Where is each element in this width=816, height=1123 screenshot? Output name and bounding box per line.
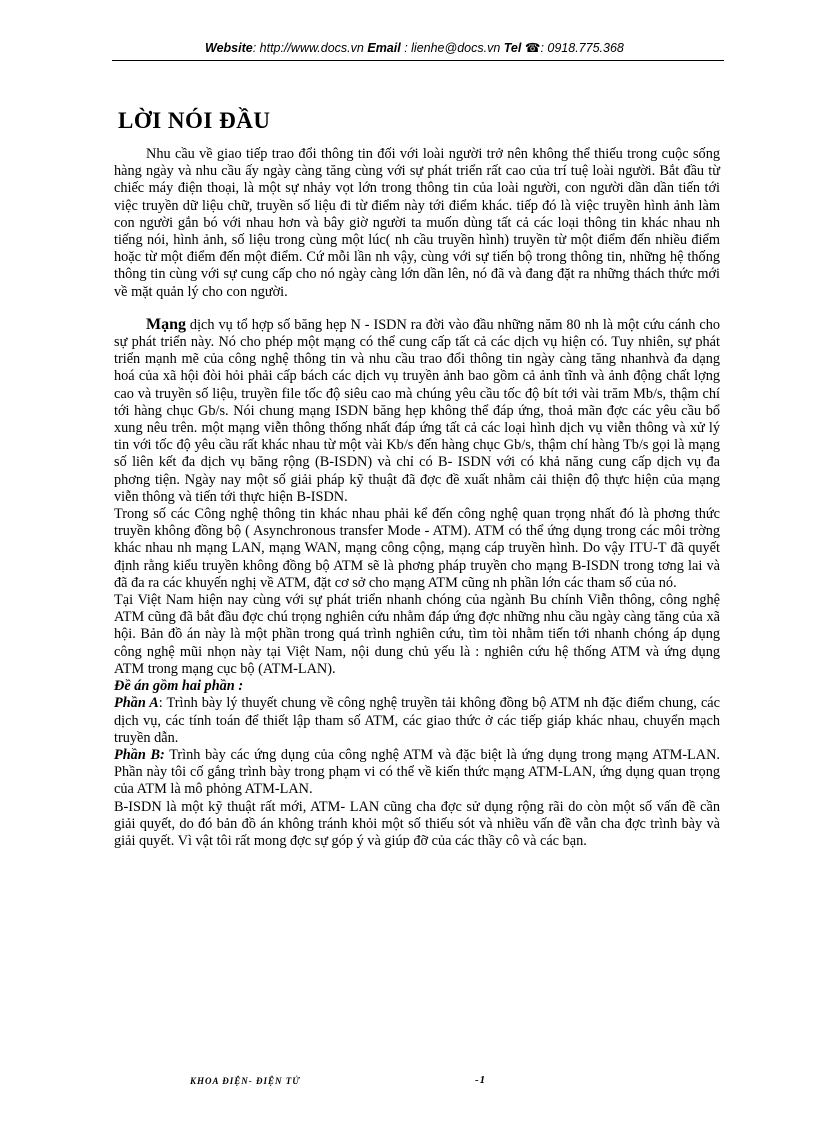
footer-department: KHOA ĐIỆN- ĐIỆN TỬ [190, 1076, 301, 1086]
section-heading: Đề án gồm hai phần : [114, 678, 244, 695]
paragraph-isdn-text: dịch vụ tổ hợp số băng hẹp N - ISDN ra đời vào đầu những năm 80 nh là một cứu cánh cho sự phát triển này. Nó cho phép một mạng có thể cung cấp tất cả các dịch vụ hiện có. Tuy nhiên, sự phát triển mạnh mẽ của công nghệ thông tin và nhu cầu trao đổi thông tin ngày càng tăng nhanhvà đa dạng hoá của xã hội đòi hỏi phải cấp bách các dịch vụ truyền ảnh bao gồm cả ảnh tĩnh và ảnh động chất lợng cao và truyền số liệu, truyền file tốc độ siêu cao mà chúng yêu cầu tốc độ bít tới vài trăm Mb/s, thậm chí tới hàng chục Gb/s. Nói chung mạng ISDN băng hẹp không thể đáp ứng, thoả mãn đợc các yêu cầu bổ xung nêu trên. một mạng viễn thông thống nhất đáp ứng tất cả các loại hình dịch vụ viễn thông và xử lý tin với tốc độ yêu cầu rất khác nhau từ một vài Kb/s đến hàng chục Gb/s, thậm chí hàng Tb/s gọi là mạng số liên kết đa dịch vụ băng rộng (B-ISDN) và chỉ có B- ISDN với có khả năng cung cấp dịch vụ đa phơng tiện. Ngày nay một số giải pháp kỹ thuật đã đợc đề xuất nhằm cải thiện độ thực hiện của mạng viễn thông và tiến tới thực hiện B-ISDN. [114, 316, 720, 505]
website-label: Website [205, 41, 253, 55]
paragraph-closing: B-ISDN là một kỹ thuật rất mới, ATM- LAN cũng cha đợc sử dụng rộng rãi do còn một số vấn đề cần giải quyết, do đó bản đồ án không tránh khỏi một số thiếu sót và nhiều vấn đề vẫn cha đợc trình bày và giải quyết. Vì vật tôi rất mong đợc sự góp ý và giúp đỡ của các thầy cô và các bạn. [114, 798, 720, 849]
part-b-text: Trình bày các ứng dụng của công nghệ ATM và đặc biệt là ứng dụng trong mạng ATM-LAN. Phần này tôi cố gắng trình bày trong phạm vi có thể về kiến thức mạng ATM-LAN, ứng dụng quan trọng của ATM là mô phỏng ATM-LAN. [114, 746, 720, 798]
paragraph-isdn [114, 316, 720, 506]
website-value: : http://www.docs.vn [252, 41, 364, 55]
document-body [114, 146, 720, 850]
paragraph-intro: Nhu cầu về giao tiếp trao đổi thông tin đối với loài người trở nên không thể thiếu trong cuộc sống hàng ngày và nhu cầu ấy ngày càng tăng cùng với sự phát triển rất cao của trí tuệ loài người. Bắt đầu từ chiếc máy điện thoại, là một sự nhảy vọt lớn trong thông tin của loài người, con người dần dần tiến tới việc truyền dữ liệu chữ, truyền số liệu đi từ điểm này tới điểm khác. tiếp đó là việc truyền hình ảnh làm con người gắn bó với nhau hơn và bây giờ người ta muốn dùng tất cả các loại thông tin khác nhau nh tiếng nói, hình ảnh, số liệu trong cùng một lúc( nh cầu truyền hình) truyền từ một điểm đến nhiều điểm hoặc từ một điểm đến một điểm. Cứ mỗi lần nh vậy, cùng với sự tiến bộ trong thông tin, những hệ thống thông tin cùng với sự cung cấp cho nó ngày càng lớn dần lên, nó đã và đang đặt ra những thách thức mới về mặt quản lý cho con người. [114, 146, 720, 300]
paragraph-part-a [114, 695, 720, 747]
email-label: Email [367, 41, 401, 55]
tel-value: : 0918.775.368 [540, 41, 624, 55]
part-a-label: Phần A [114, 695, 159, 712]
paragraph-part-b [114, 747, 720, 799]
paragraph-vietnam: Tại Việt Nam hiện nay cùng với sự phát triển nhanh chóng của ngành Bu chính Viễn thông, công nghệ ATM cũng đã bắt đầu đợc chú trọng nghiên cứu nhằm đáp ứng đợc những nhu cầu ngày càng tăng của xã hội. Bản đồ án này là một phần trong quá trình nghiên cứu, tìm tòi nhằm tiến tới nhanh chóng áp dụng công nghệ mũi nhọn này tại Việt Nam, nội dung chủ yếu là : nghiên cứu hệ thống ATM và ứng dụng ATM trong mạng cục bộ (ATM-LAN). [114, 592, 720, 677]
tel-label: Tel [503, 41, 522, 55]
part-a-text: : Trình bày lý thuyết chung về công nghệ truyền tải không đồng bộ ATM nh đặc điểm chung, các dịch vụ, các tính toán để thiết lập tham số ATM, các giao thức ở các tiếp giáp khác nhau, chuyển mạch truyền dẫn. [114, 695, 720, 746]
email-value: : lienhe@docs.vn [400, 41, 501, 55]
page-number: -1 [475, 1074, 487, 1086]
page-footer [190, 1076, 490, 1086]
page-header [205, 40, 685, 55]
header-divider [112, 60, 724, 61]
page-title: LỜI NÓI ĐẦU [118, 108, 271, 133]
phone-icon: ☎ [524, 41, 541, 55]
paragraph-atm: Trong số các Công nghệ thông tin khác nhau phải kể đến công nghệ quan trọng nhất đó là phơng thức truyền không đồng bộ ( Asynchronous transfer Mode - ATM). ATM có thể ứng dụng trong các môi trờng khác nhau nh mạng LAN, mạng WAN, mạng công cộng, mạng cáp truyền hình. Do vậy ITU-T đã quyết định rằng kiểu truyền không đồng bộ ATM sẽ là phơng pháp truyền cho mạng B-ISDN trong tơng lai và đã đa ra các khuyến nghị về ATM, đặt cơ sở cho mạng ATM cũng nh phần lớn các tham số của nó. [114, 506, 720, 591]
paragraph-lead-word: Mạng [146, 315, 186, 333]
part-b-label: Phần B: [114, 746, 165, 763]
